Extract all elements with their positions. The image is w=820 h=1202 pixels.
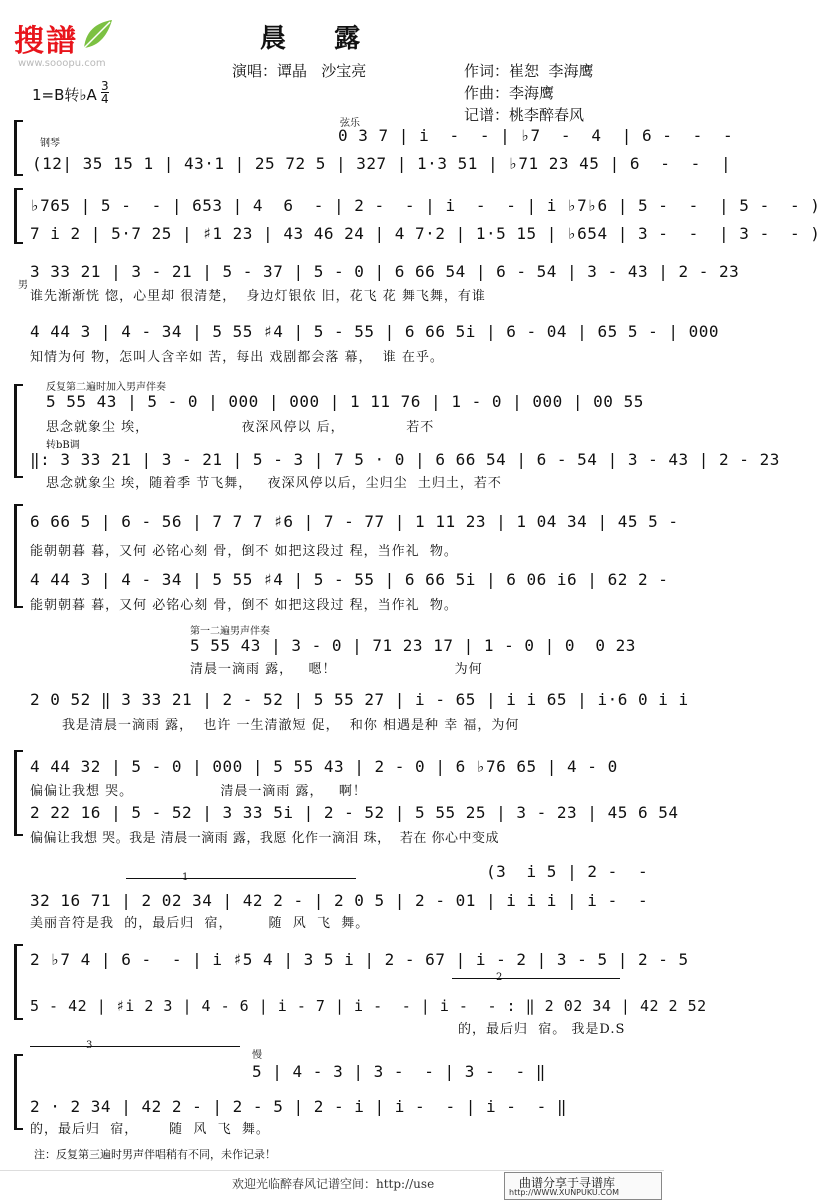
notation-line: 2 22 16 | 5 - 52 | 3 33 5i | 2 - 52 | 5 55 25 | 3 - 23 | 45 6 54 — [30, 803, 679, 822]
system-bracket — [14, 188, 23, 244]
lyric-line: 美丽音符是我 的，最后归 宿， 随 风 飞 舞。 — [30, 916, 370, 931]
system-bracket — [14, 120, 23, 176]
notation-line: 5 55 43 | 3 - 0 | 71 23 17 | 1 - 0 | 0 0 23 — [190, 636, 636, 655]
notation-line: 3 33 21 | 3 - 21 | 5 - 37 | 5 - 0 | 6 66 54 | 6 - 54 | 3 - 43 | 2 - 23 — [30, 262, 740, 281]
lyric-line: 思念就象尘 埃， 夜深风停以 后， 若不 — [46, 420, 435, 435]
lyric-line: 能朝朝暮 暮，又何 必铭心刻 骨，倒不 如把这段过 程，当作礼 物。 — [30, 544, 458, 559]
time-bottom: 4 — [101, 92, 109, 106]
notation-line: 2 · 2 34 | 42 2 - | 2 - 5 | 2 - i | i - - | i - - ‖ — [30, 1097, 568, 1116]
leaf-icon — [80, 18, 114, 52]
system-bracket — [14, 750, 23, 836]
notation-line: 0 3 7 | i - - | ♭7 - 4 | 6 - - - — [338, 126, 734, 145]
volta-1: 1 — [182, 872, 189, 883]
label-male: 男 — [18, 280, 28, 291]
notation-line: (3 i 5 | 2 - - — [486, 862, 649, 881]
composer: 作曲：李海鹰 — [464, 84, 555, 102]
footnote: 注：反复第三遍时男声伴唱稍有不同，未作记录！ — [34, 1148, 276, 1161]
lyric-line: 偏偏让我想 哭。 清晨一滴雨 露， 啊！ — [30, 784, 367, 799]
key-signature: 1=B转♭A — [32, 86, 97, 104]
lyric-line: 偏偏让我想 哭。我是 清晨一滴雨 露，我愿 化作一滴泪 珠， 若在 你心中变成 — [30, 831, 500, 846]
volta-1-line — [126, 878, 356, 879]
logo-text: 搜譜 — [14, 24, 78, 59]
promo-text[interactable]: 欢迎光临醉春风记谱空间：http://use — [232, 1177, 435, 1191]
notation-line: ‖: 3 33 21 | 3 - 21 | 5 - 3 | 7 5 · 0 | 6 66 54 | 6 - 54 | 3 - 43 | 2 - 23 — [30, 450, 780, 469]
time-top: 3 — [101, 79, 109, 93]
label-strings: 弦乐 — [340, 118, 360, 129]
system-bracket — [14, 504, 23, 608]
notation-line: 5 55 43 | 5 - 0 | 000 | 000 | 1 11 76 | 1 - 0 | 000 | 00 55 — [46, 392, 644, 411]
lyric-line: 知情为何 物，怎叫人含辛如 苦，每出 戏剧都会落 幕， 谁 在乎。 — [30, 350, 444, 365]
system-bracket — [14, 384, 23, 478]
volta-3-line — [30, 1046, 240, 1047]
system-bracket — [14, 1054, 23, 1130]
notation-line: 2 0 52 ‖ 3 33 21 | 2 - 52 | 5 55 27 | i - 65 | i i 65 | i·6 0 i i — [30, 690, 689, 709]
notation-line: 4 44 32 | 5 - 0 | 000 | 5 55 43 | 2 - 0 | 6 ♭76 65 | 4 - 0 — [30, 757, 618, 776]
lyric-line: 能朝朝暮 暮，又何 必铭心刻 骨，倒不 如把这段过 程，当作礼 物。 — [30, 598, 458, 613]
system-bracket — [14, 944, 23, 1020]
notation-line: 5 | 4 - 3 | 3 - - | 3 - - ‖ — [252, 1062, 546, 1081]
logo-url: www.sooopu.com — [18, 58, 106, 69]
time-signature — [101, 80, 109, 105]
notation-line: 6 66 5 | 6 - 56 | 7 7 7 ♯6 | 7 - 77 | 1 11 23 | 1 04 34 | 45 5 - — [30, 512, 679, 531]
source-badge[interactable] — [504, 1172, 662, 1200]
volta-2: 2 — [496, 972, 503, 983]
lyric-line: 谁先渐渐恍 惚，心里却 很清楚， 身边灯银依 旧，花飞 花 舞飞舞，有谁 — [30, 289, 486, 304]
lyric-line: 的，最后归 宿， 随 风 飞 舞。 — [30, 1122, 270, 1137]
badge-url: http://WWW.XUNPUKU.COM — [509, 1188, 620, 1197]
label-repeat-note: 反复第二遍时加入男声伴奏 — [46, 382, 166, 393]
transcriber: 记谱：桃李醉春风 — [464, 106, 585, 124]
notation-line: ♭765 | 5 - - | 653 | 4 6 - | 2 - - | i - - | i ♭7♭6 | 5 - - | 5 - - ) — [30, 196, 820, 215]
lyric-line: 清晨一滴雨 露， 嗯！ 为何 — [190, 662, 483, 677]
volta-2-line — [452, 978, 620, 979]
lyricist: 作词：崔恕 李海鹰 — [464, 62, 594, 80]
lyric-line: 思念就象尘 埃，随着季 节飞舞， 夜深风停以后，尘归尘 土归土，若不 — [46, 476, 502, 491]
notation-line: 7 i 2 | 5·7 25 | ♯1 23 | 43 46 24 | 4 7·2 | 1·5 15 | ♭654 | 3 - - | 3 - - ) — [30, 224, 820, 243]
notation-line: (12| 35 15 1 | 43·1 | 25 72 5 | 327 | 1·3 51 | ♭71 23 45 | 6 - - | — [32, 154, 732, 173]
notation-line: 32 16 71 | 2 02 34 | 42 2 - | 2 0 5 | 2 - 01 | i i i | i - - — [30, 891, 649, 910]
notation-line: 5 - 42 | ♯i 2 3 | 4 - 6 | i - 7 | i - - | i - - : ‖ 2 02 34 | 42 2 52 — [30, 997, 707, 1015]
song-title: 晨 露 — [260, 24, 371, 54]
label-modulation: 转bB调 — [46, 440, 80, 451]
badge-title: 曲谱分享于寻谱库 — [519, 1176, 616, 1190]
singers: 演唱：谭晶 沙宝亮 — [232, 62, 367, 80]
notation-line: 4 44 3 | 4 - 34 | 5 55 ♯4 | 5 - 55 | 6 66 5i | 6 06 i6 | 62 2 - — [30, 570, 669, 589]
label-slow: 慢 — [252, 1050, 262, 1061]
label-second-male: 第一二遍男声伴奏 — [190, 626, 270, 637]
lyric-line: 的，最后归 宿。 我是D.S — [458, 1022, 626, 1037]
notation-line: 4 44 3 | 4 - 34 | 5 55 ♯4 | 5 - 55 | 6 66 5i | 6 - 04 | 65 5 - | 000 — [30, 322, 720, 341]
notation-line: 2 ♭7 4 | 6 - - | i ♯5 4 | 3 5 i | 2 - 67 | i - 2 | 3 - 5 | 2 - 5 — [30, 950, 689, 969]
lyric-line: 我是清晨一滴雨 露， 也许 一生清澈短 促， 和你 相遇是种 幸 福，为何 — [62, 718, 520, 733]
volta-3: 3 — [86, 1040, 93, 1051]
label-piano: 钢琴 — [40, 138, 60, 149]
site-logo[interactable] — [10, 14, 148, 70]
